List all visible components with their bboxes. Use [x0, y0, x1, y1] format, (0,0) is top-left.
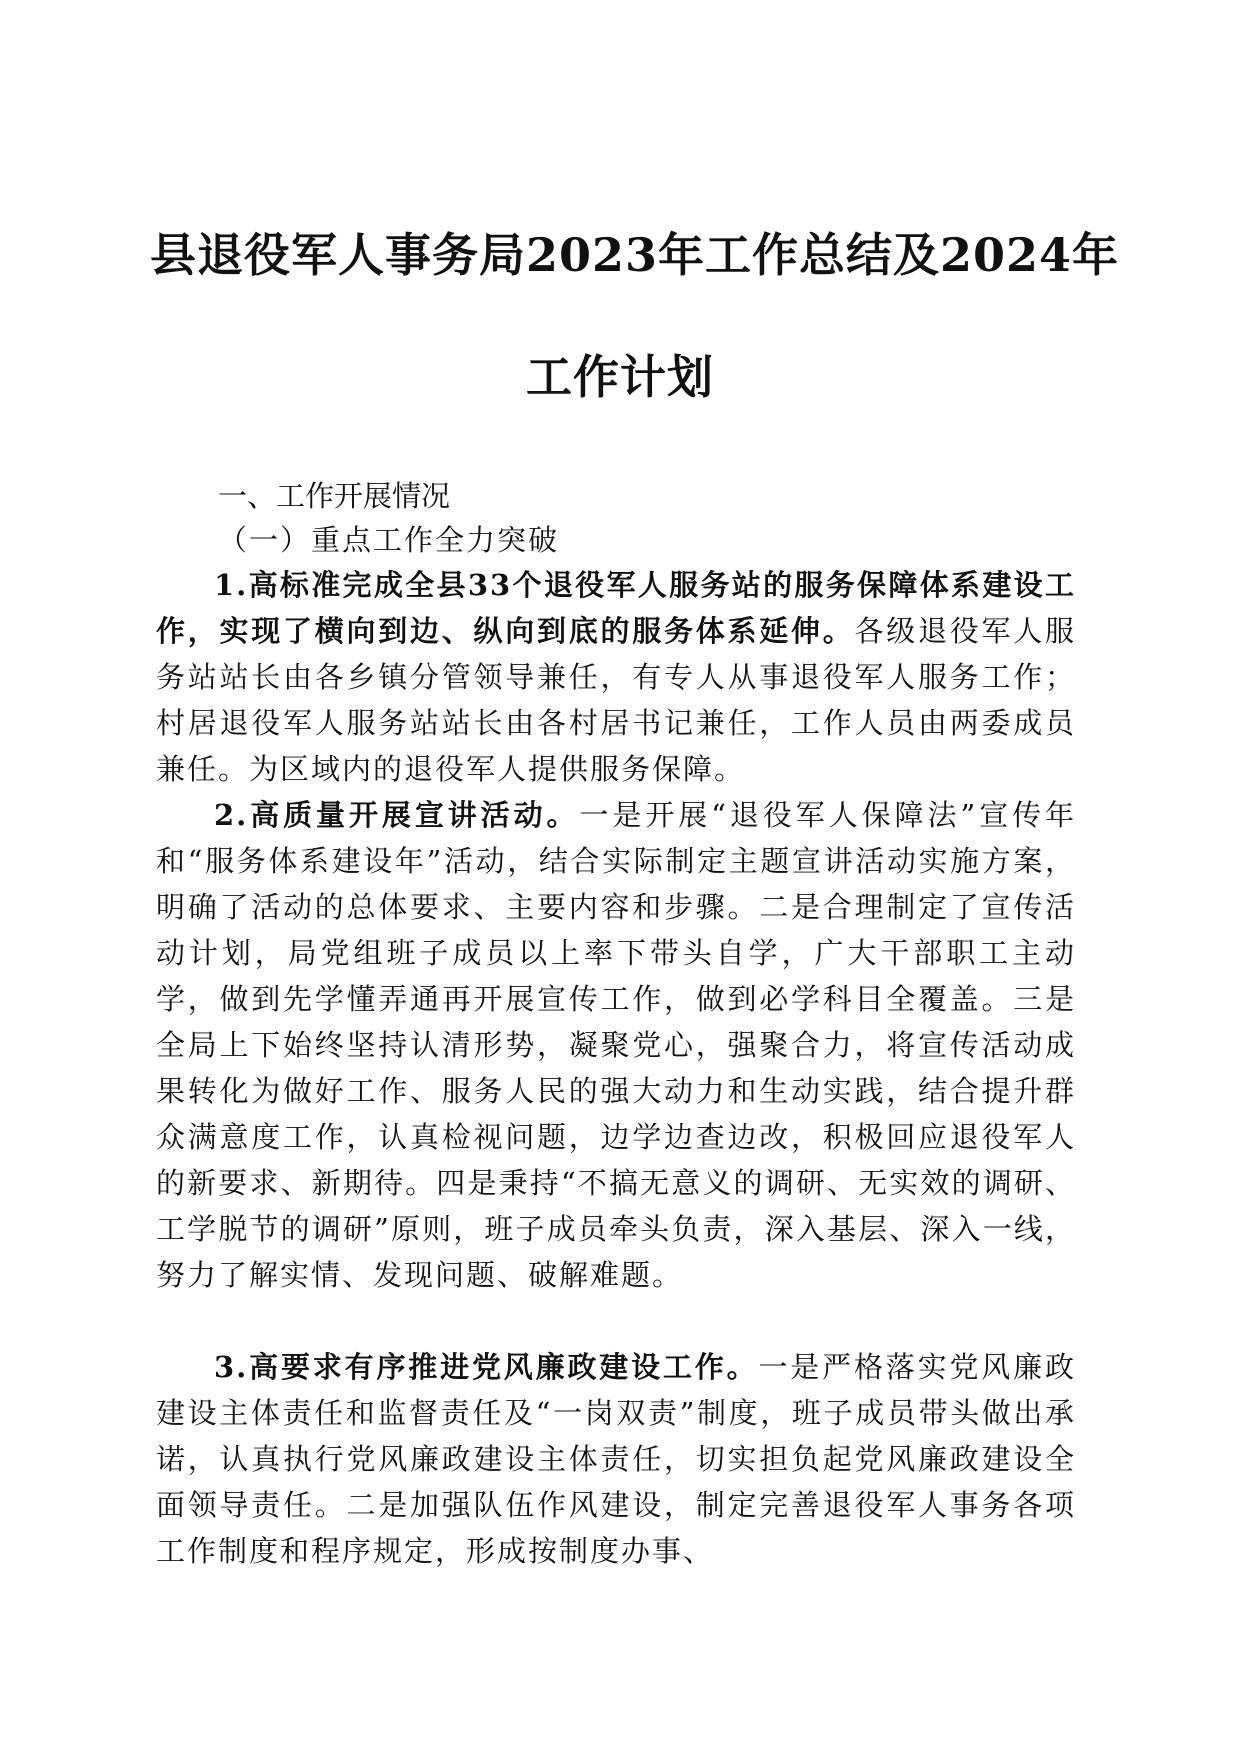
paragraph-1-body: 各级退役军人服务站站长由各乡镇分管领导兼任，有专人从事退役军人服务工作；村居退役军人服务站站长由各村居书记兼任，工作人员由两委成员兼任。为区域内的退役军人提供服务保障。: [156, 614, 1076, 786]
paragraph-3: [156, 1344, 1076, 1574]
subsection-heading: （一）重点工作全力突破: [218, 523, 560, 557]
paragraph-2: [156, 792, 1076, 1298]
paragraph-1: [156, 562, 1076, 792]
paragraph-3-lead: 3.高要求有序推进党风廉政建设工作。: [214, 1350, 759, 1384]
paragraph-1-lead: 1.高标准完成全县33个退役军人服务站的服务保障体系建设工作，实现了横向到边、纵向到底的服务体系延伸。: [156, 568, 1076, 648]
document-title-line-2: 工作计划: [526, 350, 714, 404]
paragraph-2-body: 一是开展“退役军人保障法”宣传年和“服务体系建设年”活动，结合实际制定主题宣讲活动实施方案，明确了活动的总体要求、主要内容和步骤。二是合理制定了宣传活动计划，局党组班子成员以上率下带头自学，广大干部职工主动学，做到先学懂弄通再开展宣传工作，做到必学科目全覆盖。三是全局上下始终坚持认清形势，凝聚党心，强聚合力，将宣传活动成果转化为做好工作、服务人民的强大动力和生动实践，结合提升群众满意度工作，认真检视问题，边学边查边改，积极回应退役军人的新要求、新期待。四是秉持“不搞无意义的调研、无实效的调研、工学脱节的调研”原则，班子成员牵头负责，深入基层、深入一线，努力了解实情、发现问题、破解难题。: [156, 798, 1077, 1292]
document-title-line-1: 县退役军人事务局2023年工作总结及2024年: [150, 228, 1120, 282]
paragraph-2-lead: 2.高质量开展宣讲活动。: [214, 798, 580, 832]
section-heading: 一、工作开展情况: [218, 479, 451, 513]
paragraph-3-body: 一是严格落实党风廉政建设主体责任和监督责任及“一岗双责”制度，班子成员带头做出承诺，认真执行党风廉政建设主体责任，切实担负起党风廉政建设全面领导责任。二是加强队伍作风建设，制定完善退役军人事务各项工作制度和程序规定，形成按制度办事、: [156, 1350, 1076, 1568]
